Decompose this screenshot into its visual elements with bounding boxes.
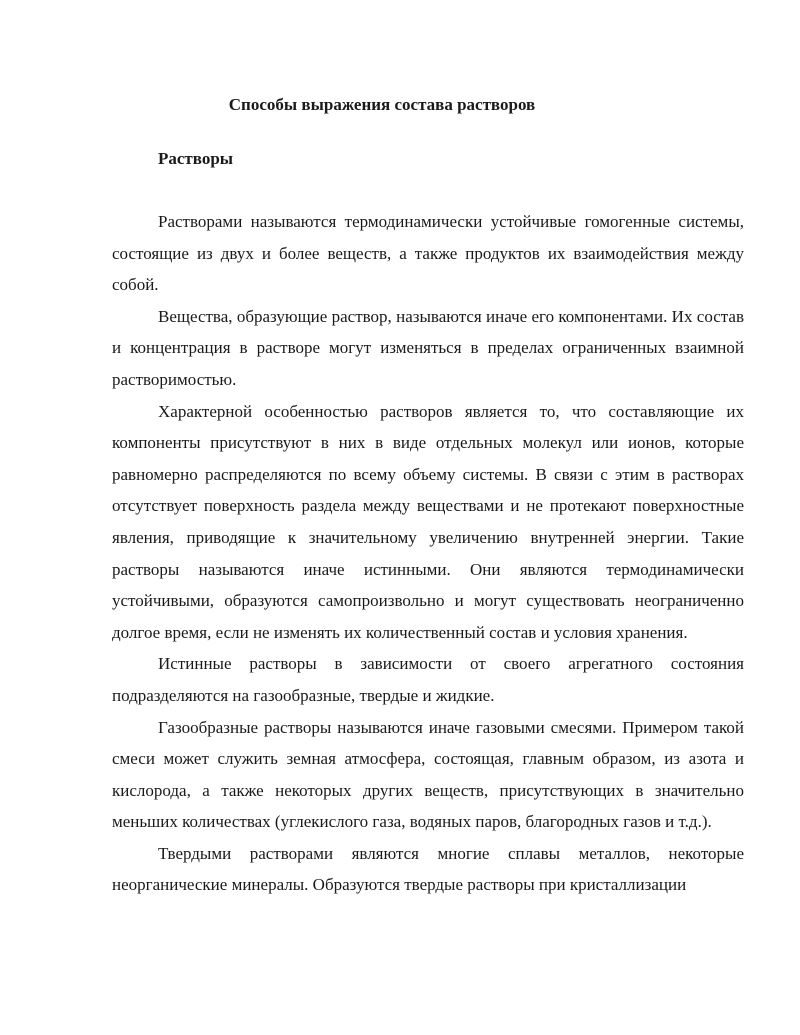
paragraph: Газообразные растворы называются иначе газовыми смесями. Примером такой смеси может служить земная атмосфера, состоящая, главным образом, из азота и кислорода, а также некоторых других веществ, присутствующих в значительно меньших количествах (углекислого газа, водяных паров, благородных газов и т.д.). xyxy=(112,717,744,832)
document-title: Способы выражения состава растворов xyxy=(228,95,536,114)
paragraph: Растворами называются термодинамически устойчивые гомогенные системы, состоящие из двух и более веществ, а также продуктов их взаимодействия между собой. xyxy=(112,212,744,295)
body-text xyxy=(112,206,744,901)
paragraph: Характерной особенностью растворов является то, что составляющие их компоненты присутствуют в них в виде отдельных молекул или ионов, которые равномерно распределяются по всему объему системы. В связи с этим в растворах отсутствует поверхность раздела между веществами и не протекают поверхностные явления, приводящие к значительному увеличению внутренней энергии. Такие растворы называются иначе истинными. Они являются термодинамически устойчивыми, образуются самопроизвольно и могут существовать неограниченно долгое время, если не изменять их количественный состав и условия хранения. xyxy=(112,401,744,642)
paragraph: Истинные растворы в зависимости от своего агрегатного состояния подразделяются на газообразные, твердые и жидкие. xyxy=(112,654,744,705)
paragraph: Твердыми растворами являются многие сплавы металлов, некоторые неорганические минералы. Образуются твердые растворы при кристаллизации xyxy=(112,843,744,895)
paragraph: Вещества, образующие раствор, называются иначе его компонентами. Их состав и концентрация в растворе могут изменяться в пределах ограниченных взаимной растворимостью. xyxy=(112,306,744,389)
section-heading: Растворы xyxy=(158,149,234,168)
